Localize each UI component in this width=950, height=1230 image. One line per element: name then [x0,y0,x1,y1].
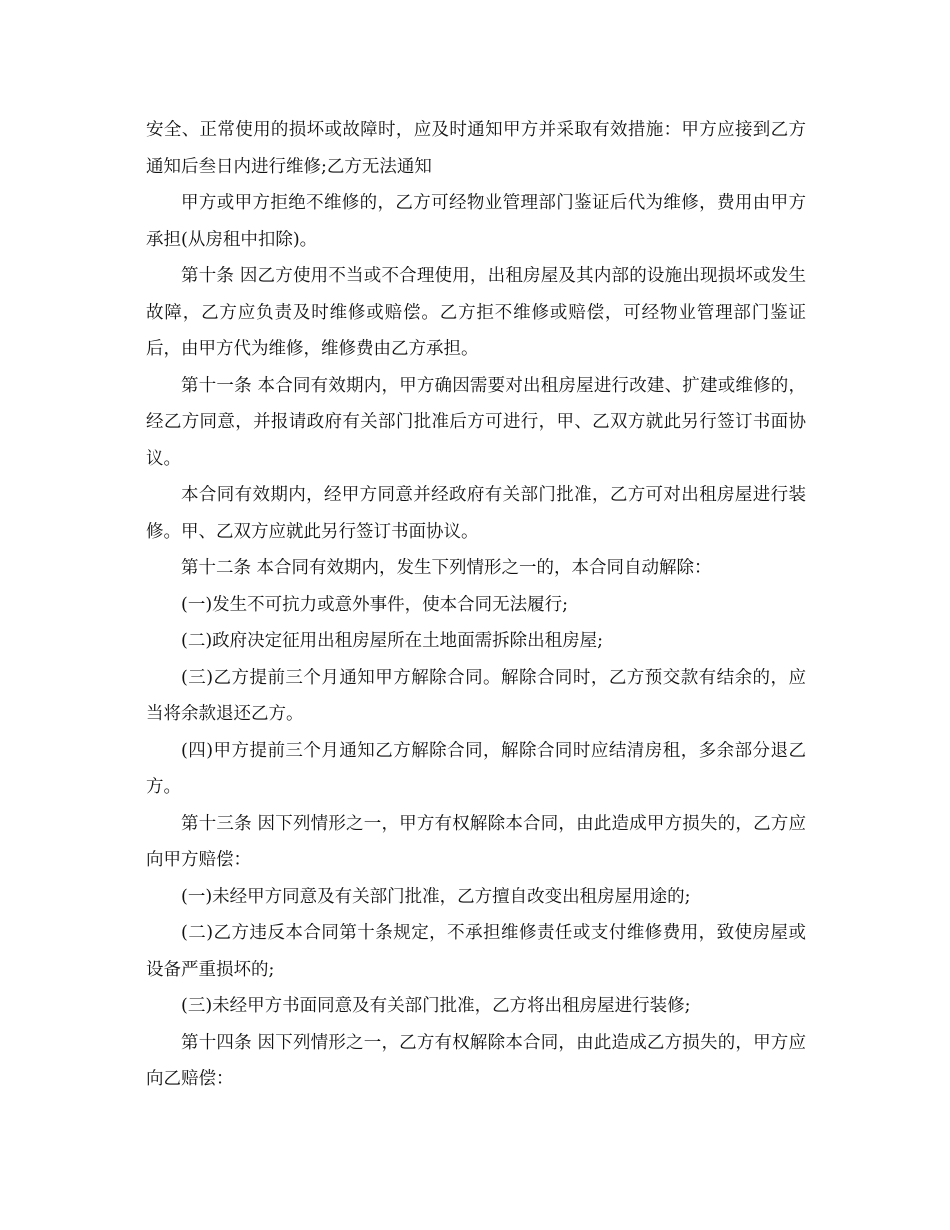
paragraph-article-12: 第十二条 本合同有效期内，发生下列情形之一的，本合同自动解除： [181,558,712,578]
paragraph-article-12-item-3: (三)乙方提前三个月通知甲方解除合同。解除合同时，乙方预交款有结余的，应当将余款退还乙方。 [146,667,806,724]
paragraph-article-13-item-2: (二)乙方违反本合同第十条规定，不承担维修责任或支付维修费用，致使房屋或设备严重损坏的; [146,923,806,980]
paragraph-article-14: 第十四条 因下列情形之一，乙方有权解除本合同，由此造成乙方损失的，甲方应向乙赔偿： [146,1032,806,1089]
paragraph-1: 安全、正常使用的损坏或故障时，应及时通知甲方并采取有效措施：甲方应接到乙方通知后叁日内进行维修;乙方无法通知 [146,120,806,177]
paragraph-article-10: 第十条 因乙方使用不当或不合理使用，出租房屋及其内部的设施出现损坏或发生故障，乙方应负责及时维修或赔偿。乙方拒不维修或赔偿，可经物业管理部门鉴证后，由甲方代为维修，维修费由乙方承担。 [146,266,806,359]
paragraph-article-13: 第十三条 因下列情形之一，甲方有权解除本合同，由此造成甲方损失的，乙方应向甲方赔偿： [146,813,806,870]
paragraph-article-12-item-4: (四)甲方提前三个月通知乙方解除合同，解除合同时应结清房租，多余部分退乙方。 [146,740,806,797]
paragraph-article-11: 第十一条 本合同有效期内，甲方确因需要对出租房屋进行改建、扩建或维修的，经乙方同意，并报请政府有关部门批准后方可进行，甲、乙双方就此另行签订书面协议。 [146,375,806,469]
paragraph-article-13-item-3: (三)未经甲方书面同意及有关部门批准，乙方将出租房屋进行装修; [181,996,691,1016]
document-body [146,112,806,1098]
paragraph-article-12-item-1: (一)发生不可抗力或意外事件，使本合同无法履行; [181,594,569,615]
paragraph-article-13-item-1: (一)未经甲方同意及有关部门批准，乙方擅自改变出租房屋用途的; [181,886,691,907]
paragraph-decoration: 本合同有效期内，经甲方同意并经政府有关部门批准，乙方可对出租房屋进行装修。甲、乙双方应就此另行签订书面协议。 [146,485,806,542]
paragraph-2: 甲方或甲方拒绝不维修的，乙方可经物业管理部门鉴证后代为维修，费用由甲方承担(从房租中扣除)。 [146,193,806,250]
paragraph-article-12-item-2: (二)政府决定征用出租房屋所在土地面需拆除出租房屋; [181,631,604,651]
